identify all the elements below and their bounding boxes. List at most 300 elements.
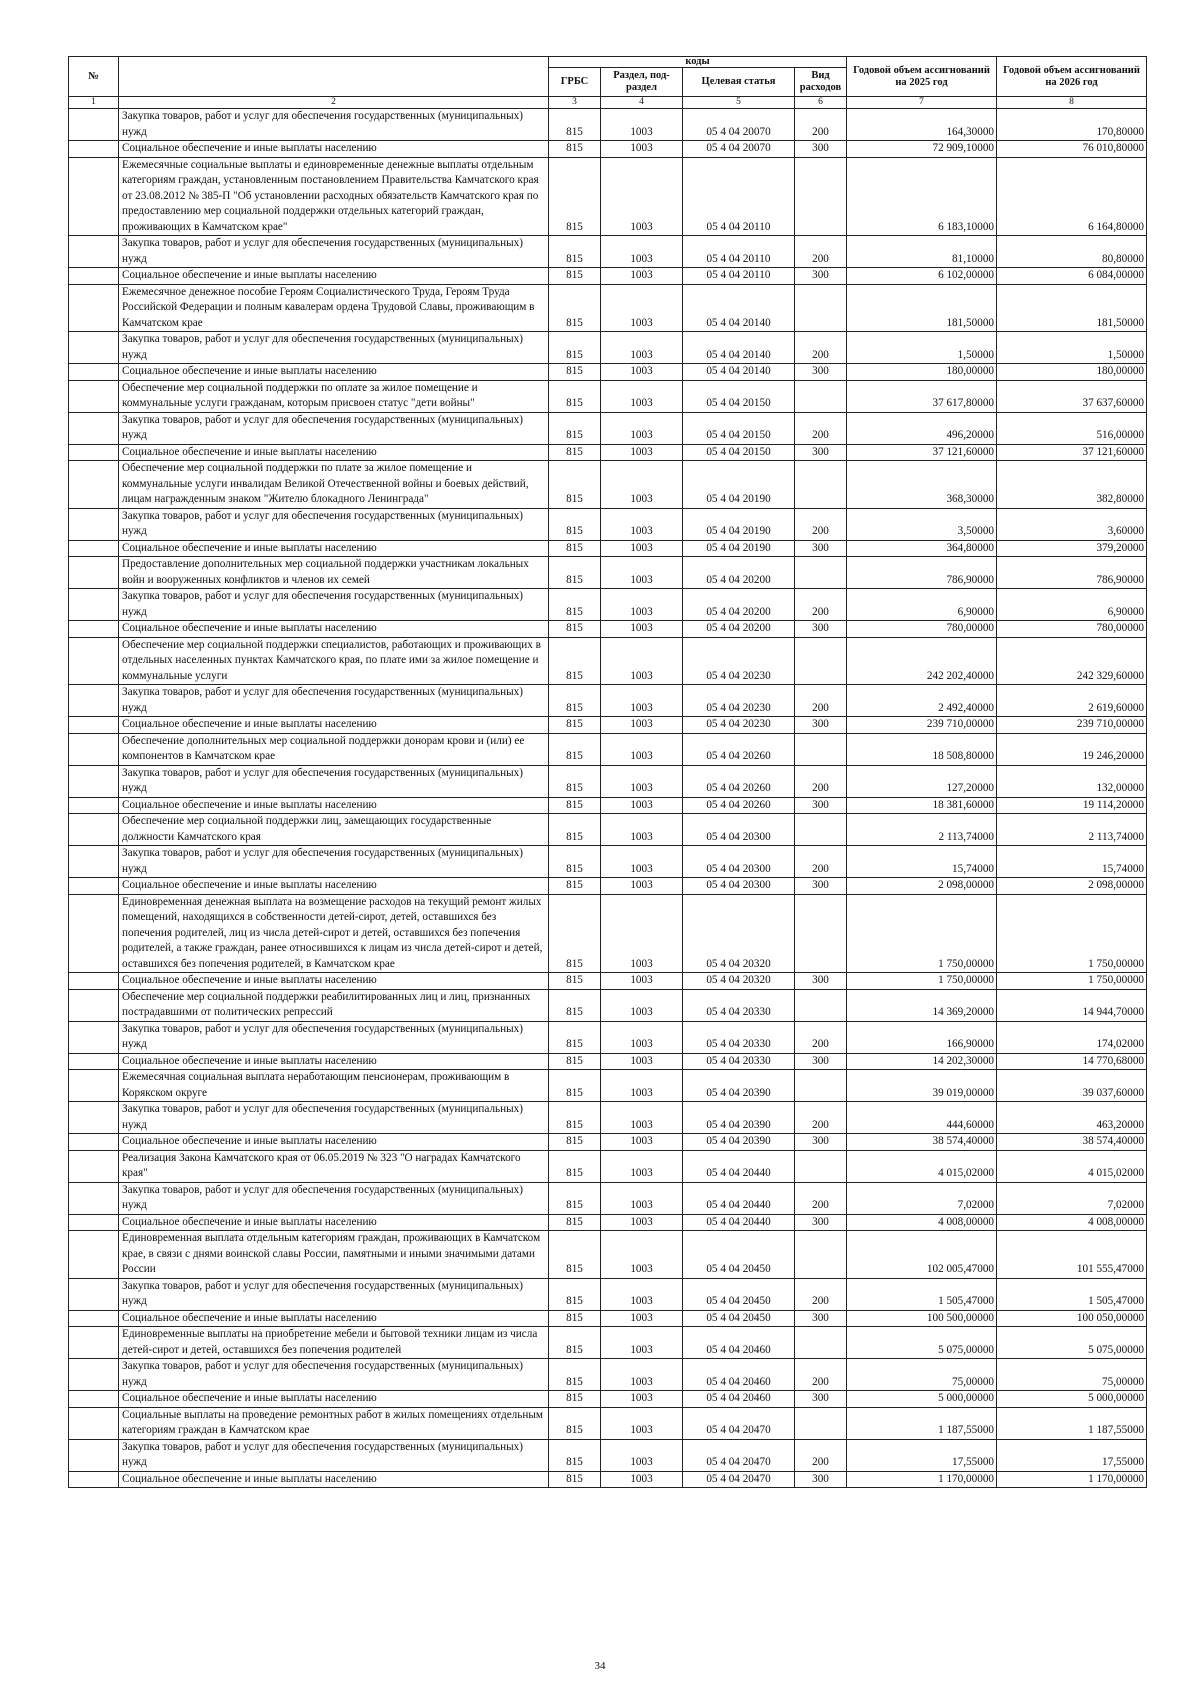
- row-description: Закупка товаров, работ и услуг для обеспечения государственных (муниципальных) нужд: [119, 846, 549, 878]
- row-target-article: 05 4 04 20200: [683, 557, 795, 589]
- table-row: [69, 685, 1147, 717]
- row-amount-2026: 7,02000: [997, 1182, 1147, 1214]
- row-number-cell: [69, 894, 119, 973]
- header-codes: коды: [549, 57, 847, 68]
- row-expense-type: 300: [795, 1053, 847, 1070]
- table-row: [69, 1231, 1147, 1279]
- row-target-article: 05 4 04 20230: [683, 685, 795, 717]
- row-expense-type: 300: [795, 797, 847, 814]
- row-grbs: 815: [549, 1278, 601, 1310]
- row-target-article: 05 4 04 20330: [683, 989, 795, 1021]
- row-description: Обеспечение дополнительных мер социальной поддержки донорам крови и (или) ее компонентов в Камчатском крае: [119, 733, 549, 765]
- row-expense-type: [795, 557, 847, 589]
- row-expense-type: 300: [795, 621, 847, 638]
- row-expense-type: [795, 157, 847, 236]
- row-section: 1003: [601, 412, 683, 444]
- header-grbs: ГРБС: [549, 68, 601, 97]
- row-section: 1003: [601, 589, 683, 621]
- row-expense-type: 200: [795, 589, 847, 621]
- row-description: Социальное обеспечение и иные выплаты населению: [119, 444, 549, 461]
- row-expense-type: [795, 733, 847, 765]
- row-description: Ежемесячная социальная выплата неработающим пенсионерам, проживающим в Корякском округе: [119, 1070, 549, 1102]
- row-section: 1003: [601, 508, 683, 540]
- row-section: 1003: [601, 621, 683, 638]
- row-amount-2026: 382,80000: [997, 461, 1147, 509]
- row-target-article: 05 4 04 20260: [683, 797, 795, 814]
- row-amount-2026: 780,00000: [997, 621, 1147, 638]
- row-amount-2026: 180,00000: [997, 364, 1147, 381]
- row-amount-2026: 19 246,20000: [997, 733, 1147, 765]
- row-expense-type: 200: [795, 109, 847, 141]
- row-amount-2026: 19 114,20000: [997, 797, 1147, 814]
- row-number-cell: [69, 733, 119, 765]
- row-grbs: 815: [549, 1471, 601, 1488]
- row-grbs: 815: [549, 284, 601, 332]
- table-row: [69, 589, 1147, 621]
- row-grbs: 815: [549, 894, 601, 973]
- budget-table-sheet: [68, 56, 1146, 1488]
- table-row: [69, 894, 1147, 973]
- row-target-article: 05 4 04 20300: [683, 846, 795, 878]
- row-grbs: 815: [549, 878, 601, 895]
- row-target-article: 05 4 04 20390: [683, 1070, 795, 1102]
- table-row: [69, 444, 1147, 461]
- row-description: Социальное обеспечение и иные выплаты населению: [119, 364, 549, 381]
- table-row: [69, 540, 1147, 557]
- table-row: [69, 557, 1147, 589]
- row-section: 1003: [601, 364, 683, 381]
- row-section: 1003: [601, 765, 683, 797]
- row-grbs: 815: [549, 1150, 601, 1182]
- table-row: [69, 236, 1147, 268]
- row-amount-2025: 181,50000: [847, 284, 997, 332]
- row-section: 1003: [601, 1278, 683, 1310]
- row-number-cell: [69, 109, 119, 141]
- row-target-article: 05 4 04 20450: [683, 1310, 795, 1327]
- header-num: №: [69, 57, 119, 97]
- row-amount-2025: 166,90000: [847, 1021, 997, 1053]
- table-row: [69, 141, 1147, 158]
- row-description: Закупка товаров, работ и услуг для обеспечения государственных (муниципальных) нужд: [119, 236, 549, 268]
- row-number-cell: [69, 540, 119, 557]
- row-amount-2026: 2 619,60000: [997, 685, 1147, 717]
- table-row: [69, 989, 1147, 1021]
- row-amount-2026: 3,60000: [997, 508, 1147, 540]
- row-amount-2026: 5 075,00000: [997, 1327, 1147, 1359]
- row-grbs: 815: [549, 364, 601, 381]
- row-grbs: 815: [549, 236, 601, 268]
- row-section: 1003: [601, 268, 683, 285]
- row-section: 1003: [601, 1053, 683, 1070]
- row-amount-2025: 5 000,00000: [847, 1391, 997, 1408]
- row-amount-2025: 37 617,80000: [847, 380, 997, 412]
- row-target-article: 05 4 04 20190: [683, 508, 795, 540]
- row-amount-2025: 180,00000: [847, 364, 997, 381]
- row-expense-type: 300: [795, 1214, 847, 1231]
- row-amount-2025: 127,20000: [847, 765, 997, 797]
- index-cell: 6: [795, 97, 847, 109]
- row-expense-type: 200: [795, 412, 847, 444]
- row-grbs: 815: [549, 765, 601, 797]
- row-expense-type: 200: [795, 332, 847, 364]
- row-number-cell: [69, 1214, 119, 1231]
- row-number-cell: [69, 268, 119, 285]
- row-number-cell: [69, 717, 119, 734]
- row-section: 1003: [601, 236, 683, 268]
- row-amount-2025: 2 492,40000: [847, 685, 997, 717]
- row-section: 1003: [601, 846, 683, 878]
- row-amount-2026: 38 574,40000: [997, 1134, 1147, 1151]
- row-amount-2026: 2 113,74000: [997, 814, 1147, 846]
- row-number-cell: [69, 1471, 119, 1488]
- row-description: Социальное обеспечение и иные выплаты населению: [119, 973, 549, 990]
- row-grbs: 815: [549, 1327, 601, 1359]
- row-target-article: 05 4 04 20330: [683, 1053, 795, 1070]
- page-number: 34: [594, 1660, 606, 1672]
- row-expense-type: 300: [795, 878, 847, 895]
- row-amount-2025: 81,10000: [847, 236, 997, 268]
- row-description: Социальные выплаты на проведение ремонтных работ в жилых помещениях отдельным категориям граждан в Камчатском крае: [119, 1407, 549, 1439]
- index-cell: 3: [549, 97, 601, 109]
- row-amount-2025: 1 505,47000: [847, 1278, 997, 1310]
- row-target-article: 05 4 04 20070: [683, 141, 795, 158]
- row-description: Обеспечение мер социальной поддержки специалистов, работающих и проживающих в отдельных населенных пунктах Камчатского края, по плате ими за жилое помещение и коммунальные услуги: [119, 637, 549, 685]
- row-grbs: 815: [549, 1214, 601, 1231]
- row-description: Закупка товаров, работ и услуг для обеспечения государственных (муниципальных) нужд: [119, 1021, 549, 1053]
- row-section: 1003: [601, 814, 683, 846]
- row-section: 1003: [601, 1391, 683, 1408]
- row-amount-2026: 4 008,00000: [997, 1214, 1147, 1231]
- row-expense-type: 200: [795, 1102, 847, 1134]
- row-number-cell: [69, 621, 119, 638]
- row-target-article: 05 4 04 20390: [683, 1134, 795, 1151]
- table-body: [69, 109, 1147, 1488]
- row-grbs: 815: [549, 540, 601, 557]
- row-description: Обеспечение мер социальной поддержки по плате за жилое помещение и коммунальные услуги инвалидам Великой Отечественной войны и боевых действий, лицам награжденным знаком "Жителю блокадного Ленинграда": [119, 461, 549, 509]
- table-row: [69, 1053, 1147, 1070]
- row-target-article: 05 4 04 20460: [683, 1359, 795, 1391]
- row-grbs: 815: [549, 1407, 601, 1439]
- table-row: [69, 637, 1147, 685]
- row-amount-2026: 14 944,70000: [997, 989, 1147, 1021]
- row-description: Социальное обеспечение и иные выплаты населению: [119, 1053, 549, 1070]
- row-amount-2025: 39 019,00000: [847, 1070, 997, 1102]
- row-amount-2025: 1,50000: [847, 332, 997, 364]
- row-section: 1003: [601, 1214, 683, 1231]
- table-row: [69, 717, 1147, 734]
- row-amount-2025: 4 015,02000: [847, 1150, 997, 1182]
- row-amount-2026: 174,02000: [997, 1021, 1147, 1053]
- row-amount-2025: 18 381,60000: [847, 797, 997, 814]
- header-row-top: [69, 57, 1147, 68]
- row-target-article: 05 4 04 20150: [683, 444, 795, 461]
- row-amount-2026: 379,20000: [997, 540, 1147, 557]
- row-description: Закупка товаров, работ и услуг для обеспечения государственных (муниципальных) нужд: [119, 412, 549, 444]
- row-amount-2026: 181,50000: [997, 284, 1147, 332]
- row-target-article: 05 4 04 20320: [683, 894, 795, 973]
- row-amount-2025: 3,50000: [847, 508, 997, 540]
- row-amount-2026: 37 121,60000: [997, 444, 1147, 461]
- row-target-article: 05 4 04 20450: [683, 1278, 795, 1310]
- row-amount-2026: 4 015,02000: [997, 1150, 1147, 1182]
- table-row: [69, 1150, 1147, 1182]
- row-number-cell: [69, 685, 119, 717]
- row-number-cell: [69, 380, 119, 412]
- row-amount-2025: 444,60000: [847, 1102, 997, 1134]
- row-grbs: 815: [549, 685, 601, 717]
- row-grbs: 815: [549, 557, 601, 589]
- table-row: [69, 846, 1147, 878]
- row-section: 1003: [601, 797, 683, 814]
- row-grbs: 815: [549, 508, 601, 540]
- table-row: [69, 461, 1147, 509]
- row-section: 1003: [601, 637, 683, 685]
- row-section: 1003: [601, 1070, 683, 1102]
- row-grbs: 815: [549, 1359, 601, 1391]
- row-amount-2026: 80,80000: [997, 236, 1147, 268]
- row-expense-type: [795, 380, 847, 412]
- row-target-article: 05 4 04 20190: [683, 461, 795, 509]
- row-description: Закупка товаров, работ и услуг для обеспечения государственных (муниципальных) нужд: [119, 765, 549, 797]
- budget-table: [68, 56, 1147, 1488]
- row-description: Закупка товаров, работ и услуг для обеспечения государственных (муниципальных) нужд: [119, 1359, 549, 1391]
- row-expense-type: 300: [795, 717, 847, 734]
- table-row: [69, 157, 1147, 236]
- index-cell: 1: [69, 97, 119, 109]
- row-number-cell: [69, 236, 119, 268]
- row-target-article: 05 4 04 20200: [683, 589, 795, 621]
- row-grbs: 815: [549, 461, 601, 509]
- row-target-article: 05 4 04 20450: [683, 1231, 795, 1279]
- row-grbs: 815: [549, 717, 601, 734]
- row-number-cell: [69, 1102, 119, 1134]
- row-amount-2026: 2 098,00000: [997, 878, 1147, 895]
- row-target-article: 05 4 04 20260: [683, 733, 795, 765]
- row-grbs: 815: [549, 637, 601, 685]
- row-number-cell: [69, 444, 119, 461]
- row-number-cell: [69, 332, 119, 364]
- row-number-cell: [69, 989, 119, 1021]
- row-section: 1003: [601, 1134, 683, 1151]
- row-number-cell: [69, 1021, 119, 1053]
- row-amount-2025: 14 202,30000: [847, 1053, 997, 1070]
- index-cell: 8: [997, 97, 1147, 109]
- row-amount-2025: 364,80000: [847, 540, 997, 557]
- row-expense-type: 300: [795, 444, 847, 461]
- row-number-cell: [69, 846, 119, 878]
- row-section: 1003: [601, 1471, 683, 1488]
- row-section: 1003: [601, 1182, 683, 1214]
- row-section: 1003: [601, 444, 683, 461]
- row-amount-2026: 14 770,68000: [997, 1053, 1147, 1070]
- table-row: [69, 109, 1147, 141]
- row-section: 1003: [601, 380, 683, 412]
- row-expense-type: 200: [795, 846, 847, 878]
- row-amount-2025: 496,20000: [847, 412, 997, 444]
- row-number-cell: [69, 589, 119, 621]
- header-section: Раздел, под-раздел: [601, 68, 683, 97]
- row-amount-2026: 39 037,60000: [997, 1070, 1147, 1102]
- row-target-article: 05 4 04 20150: [683, 412, 795, 444]
- row-target-article: 05 4 04 20150: [683, 380, 795, 412]
- row-target-article: 05 4 04 20260: [683, 765, 795, 797]
- row-description: Социальное обеспечение и иные выплаты населению: [119, 1391, 549, 1408]
- row-number-cell: [69, 141, 119, 158]
- row-grbs: 815: [549, 157, 601, 236]
- row-grbs: 815: [549, 733, 601, 765]
- row-amount-2025: 239 710,00000: [847, 717, 997, 734]
- row-amount-2026: 1 170,00000: [997, 1471, 1147, 1488]
- row-grbs: 815: [549, 412, 601, 444]
- row-expense-type: [795, 637, 847, 685]
- row-amount-2025: 102 005,47000: [847, 1231, 997, 1279]
- row-grbs: 815: [549, 1439, 601, 1471]
- table-row: [69, 1471, 1147, 1488]
- row-amount-2026: 1,50000: [997, 332, 1147, 364]
- row-section: 1003: [601, 461, 683, 509]
- row-expense-type: 300: [795, 1391, 847, 1408]
- row-target-article: 05 4 04 20230: [683, 717, 795, 734]
- row-expense-type: 300: [795, 268, 847, 285]
- row-description: Социальное обеспечение и иные выплаты населению: [119, 1310, 549, 1327]
- row-grbs: 815: [549, 1391, 601, 1408]
- row-amount-2026: 239 710,00000: [997, 717, 1147, 734]
- row-target-article: 05 4 04 20140: [683, 332, 795, 364]
- row-amount-2026: 1 750,00000: [997, 973, 1147, 990]
- row-section: 1003: [601, 157, 683, 236]
- row-section: 1003: [601, 1310, 683, 1327]
- table-row: [69, 1182, 1147, 1214]
- row-target-article: 05 4 04 20190: [683, 540, 795, 557]
- row-number-cell: [69, 1327, 119, 1359]
- header-target: Целевая статья: [683, 68, 795, 97]
- row-number-cell: [69, 637, 119, 685]
- row-description: Закупка товаров, работ и услуг для обеспечения государственных (муниципальных) нужд: [119, 1439, 549, 1471]
- row-amount-2025: 37 121,60000: [847, 444, 997, 461]
- row-section: 1003: [601, 1359, 683, 1391]
- row-amount-2025: 242 202,40000: [847, 637, 997, 685]
- row-description: Обеспечение мер социальной поддержки лиц, замещающих государственные должности Камчатского края: [119, 814, 549, 846]
- row-section: 1003: [601, 878, 683, 895]
- row-section: 1003: [601, 109, 683, 141]
- row-section: 1003: [601, 1327, 683, 1359]
- row-grbs: 815: [549, 589, 601, 621]
- row-amount-2025: 780,00000: [847, 621, 997, 638]
- row-grbs: 815: [549, 1134, 601, 1151]
- row-amount-2025: 6 183,10000: [847, 157, 997, 236]
- table-row: [69, 364, 1147, 381]
- row-target-article: 05 4 04 20300: [683, 814, 795, 846]
- row-target-article: 05 4 04 20440: [683, 1150, 795, 1182]
- row-expense-type: [795, 814, 847, 846]
- row-target-article: 05 4 04 20070: [683, 109, 795, 141]
- row-section: 1003: [601, 717, 683, 734]
- row-number-cell: [69, 461, 119, 509]
- row-description: Социальное обеспечение и иные выплаты населению: [119, 621, 549, 638]
- row-amount-2025: 1 750,00000: [847, 894, 997, 973]
- row-description: Единовременная выплата отдельным категориям граждан, проживающих в Камчатском крае, в связи с днями воинской славы России, памятными и иными значимыми датами России: [119, 1231, 549, 1279]
- row-number-cell: [69, 1278, 119, 1310]
- row-description: Социальное обеспечение и иные выплаты населению: [119, 878, 549, 895]
- row-amount-2025: 100 500,00000: [847, 1310, 997, 1327]
- row-number-cell: [69, 1439, 119, 1471]
- row-description: Социальное обеспечение и иные выплаты населению: [119, 141, 549, 158]
- row-target-article: 05 4 04 20230: [683, 637, 795, 685]
- row-amount-2026: 6,90000: [997, 589, 1147, 621]
- row-section: 1003: [601, 332, 683, 364]
- row-number-cell: [69, 814, 119, 846]
- row-description: Обеспечение мер социальной поддержки по оплате за жилое помещение и коммунальные услуги гражданам, которым присвоен статус "дети войны": [119, 380, 549, 412]
- row-number-cell: [69, 364, 119, 381]
- row-expense-type: [795, 1070, 847, 1102]
- table-row: [69, 412, 1147, 444]
- row-description: Социальное обеспечение и иные выплаты населению: [119, 717, 549, 734]
- row-grbs: 815: [549, 989, 601, 1021]
- row-section: 1003: [601, 540, 683, 557]
- table-row: [69, 1407, 1147, 1439]
- table-row: [69, 814, 1147, 846]
- row-expense-type: 200: [795, 508, 847, 540]
- row-amount-2026: 6 084,00000: [997, 268, 1147, 285]
- header-vol-2026: Годовой объем ассигнований на 2026 год: [997, 57, 1147, 97]
- row-number-cell: [69, 284, 119, 332]
- row-target-article: 05 4 04 20140: [683, 364, 795, 381]
- row-number-cell: [69, 1407, 119, 1439]
- row-description: Закупка товаров, работ и услуг для обеспечения государственных (муниципальных) нужд: [119, 589, 549, 621]
- row-section: 1003: [601, 1407, 683, 1439]
- row-number-cell: [69, 878, 119, 895]
- row-grbs: 815: [549, 1053, 601, 1070]
- row-grbs: 815: [549, 141, 601, 158]
- row-amount-2025: 1 187,55000: [847, 1407, 997, 1439]
- row-expense-type: 200: [795, 1182, 847, 1214]
- table-row: [69, 1070, 1147, 1102]
- row-grbs: 815: [549, 846, 601, 878]
- row-amount-2026: 516,00000: [997, 412, 1147, 444]
- row-expense-type: 200: [795, 236, 847, 268]
- row-amount-2025: 14 369,20000: [847, 989, 997, 1021]
- row-expense-type: 300: [795, 973, 847, 990]
- row-expense-type: 300: [795, 141, 847, 158]
- row-grbs: 815: [549, 268, 601, 285]
- row-expense-type: [795, 284, 847, 332]
- row-description: Закупка товаров, работ и услуг для обеспечения государственных (муниципальных) нужд: [119, 1102, 549, 1134]
- row-description: Социальное обеспечение и иные выплаты населению: [119, 540, 549, 557]
- row-description: Единовременная денежная выплата на возмещение расходов на текущий ремонт жилых помещений, находящихся в собственности детей-сирот, детей, оставшихся без попечения родителей, лиц из числа детей-сирот и детей, оставшихся без попечения родителей, а также граждан, ранее относившихся к лицам из числа детей-сирот и детей, оставшихся без попечения родителей, в Камчатском крае: [119, 894, 549, 973]
- row-expense-type: 200: [795, 765, 847, 797]
- table-row: [69, 765, 1147, 797]
- header-exptype: Вид расходов: [795, 68, 847, 97]
- row-amount-2026: 76 010,80000: [997, 141, 1147, 158]
- row-grbs: 815: [549, 1102, 601, 1134]
- table-row: [69, 332, 1147, 364]
- row-expense-type: [795, 1327, 847, 1359]
- row-amount-2025: 17,55000: [847, 1439, 997, 1471]
- row-amount-2026: 37 637,60000: [997, 380, 1147, 412]
- row-expense-type: 300: [795, 1134, 847, 1151]
- row-grbs: 815: [549, 814, 601, 846]
- row-amount-2025: 5 075,00000: [847, 1327, 997, 1359]
- row-amount-2025: 7,02000: [847, 1182, 997, 1214]
- row-amount-2026: 101 555,47000: [997, 1231, 1147, 1279]
- row-amount-2025: 6,90000: [847, 589, 997, 621]
- row-section: 1003: [601, 733, 683, 765]
- row-expense-type: [795, 989, 847, 1021]
- row-section: 1003: [601, 1150, 683, 1182]
- row-expense-type: [795, 894, 847, 973]
- row-grbs: 815: [549, 1070, 601, 1102]
- index-cell: 7: [847, 97, 997, 109]
